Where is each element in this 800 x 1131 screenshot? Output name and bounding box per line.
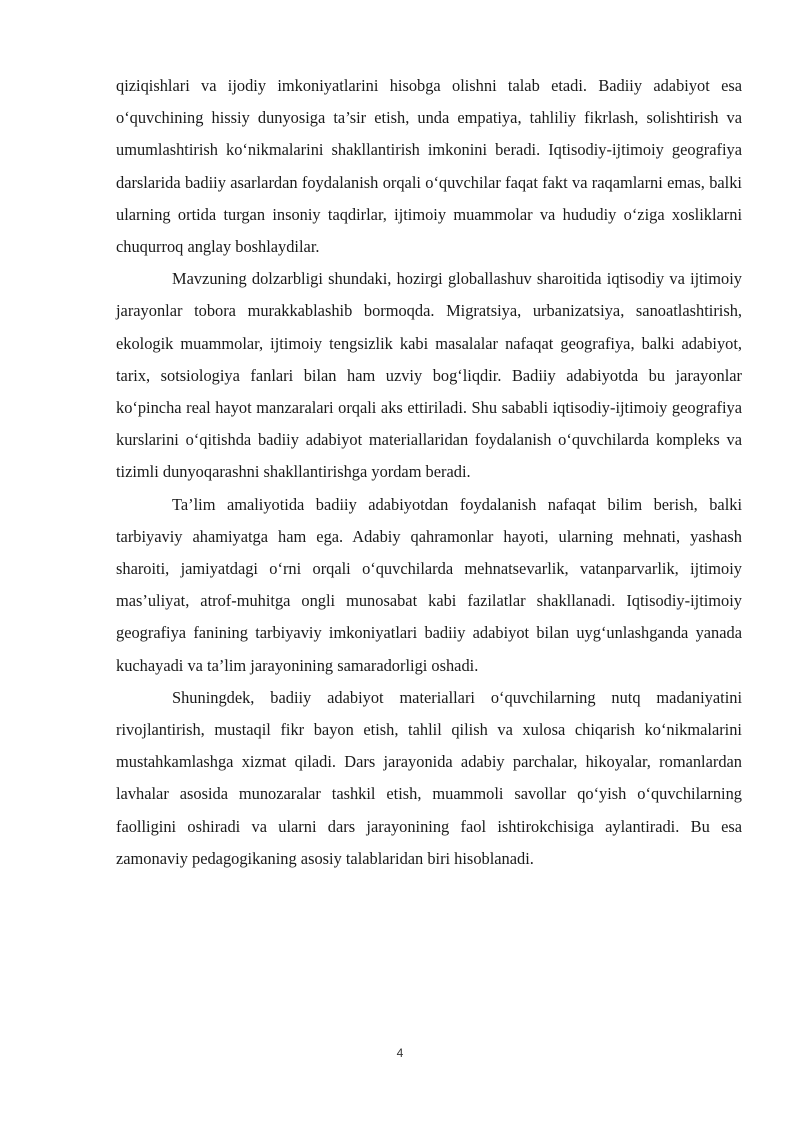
paragraph-continuation: qiziqishlari va ijodiy imkoniyatlarini hisobga olishni talab etadi. Badiiy adabiyot esa o‘quvchining hissiy dunyosiga ta’sir etish, unda empatiya, tahliliy fikrlash, solishtirish va umumlashtirish ko‘nikmalarini shakllantirish imkonini beradi. Iqtisodiy-ijtimoiy geografiya darslarida badiiy asarlardan foydalanish orqali o‘quvchilar faqat fakt va raqamlarni emas, balki ularning ortida turgan insoniy taqdirlar, ijtimoiy muammolar va hududiy o‘ziga xosliklarni chuqurroq anglay boshlaydilar. [116,76,742,257]
paragraph-relevance: Mavzuning dolzarbligi shundaki, hozirgi globallashuv sharoitida iqtisodiy va ijtimoiy jarayonlar tobora murakkablashib bormoqda. Migratsiya, urbanizatsiya, sanoatlashtirish, ekologik muammolar, ijtimoiy tengsizlik kabi masalalar nafaqat geografiya, balki adabiyot, tarix, sotsiologiya fanlari bilan ham uzviy bog‘liqdir. Badiiy adabiyotda bu jarayonlar ko‘pincha real hayot manzaralari orqali aks ettiriladi. Shu sababli iqtisodiy-ijtimoiy geografiya kurslarini o‘qitishda badiiy adabiyot materiallaridan foydalanish o‘quvchilarda kompleks va tizimli dunyoqarashni shakllantirishga yordam beradi. [116,269,742,482]
paragraph-speech-culture: Shuningdek, badiiy adabiyot materiallari o‘quvchilarning nutq madaniyatini rivojlantirish, mustaqil fikr bayon etish, tahlil qilish va xulosa chiqarish ko‘nikmalarini mustahkamlashga xizmat qiladi. Dars jarayonida adabiy parchalar, hikoyalar, romanlardan lavhalar asosida munozaralar tashkil etish, muammoli savollar qo‘yish o‘quvchilarning faolligini oshiradi va ularni dars jarayonining faol ishtirokchisiga aylantiradi. Bu esa zamonaviy pedagogikaning asosiy talablaridan biri hisoblanadi. [116,687,742,868]
paragraph-educational-value: Ta’lim amaliyotida badiiy adabiyotdan foydalanish nafaqat bilim berish, balki tarbiyaviy ahamiyatga ham ega. Adabiy qahramonlar hayoti, ularning mehnati, yashash sharoiti, jamiyatdagi o‘rni orqali o‘quvchilarda mehnatsevarlik, vatanparvarlik, ijtimoiy mas’uliyat, atrof-muhitga ongli munosabat kabi fazilatlar shakllanadi. Iqtisodiy-ijtimoiy geografiya fanining tarbiyaviy imkoniyatlari badiiy adabiyot bilan uyg‘unlashganda yanada kuchayadi va ta’lim jarayonining samaradorligi oshadi. [116,494,742,675]
document-page [116,70,742,875]
page-number: 4 [396,1046,404,1060]
